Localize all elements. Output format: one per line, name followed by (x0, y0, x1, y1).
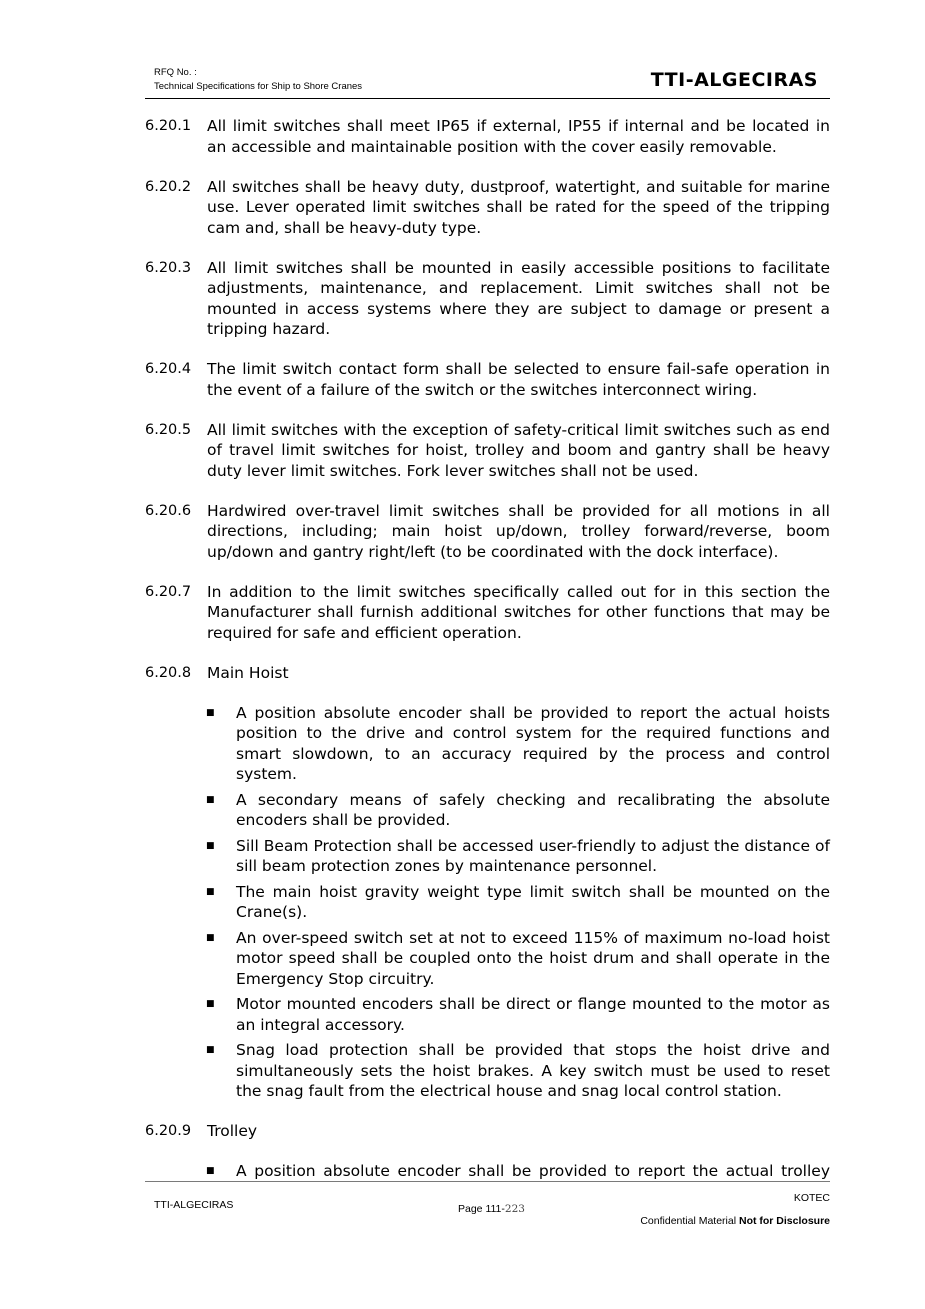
square-bullet-icon: ■ (206, 1045, 215, 1055)
list-item (145, 928, 830, 990)
bullet-text: Sill Beam Protection shall be accessed user-friendly to adjust the distance of sill beam protection zones by maintenance personnel. (236, 836, 830, 875)
bullet-text: Motor mounted encoders shall be direct or flange mounted to the motor as an integral accessory. (236, 995, 830, 1034)
document-title: TTI-ALGECIRAS (650, 69, 818, 91)
bullet-text: A position absolute encoder shall be provided to report the actual trolley (236, 1162, 830, 1180)
footer-company: KOTEC (793, 1192, 830, 1204)
clause-text: All limit switches shall meet IP65 if external, IP55 if internal and be located in an accessible and maintainable position with the cover easily removable. (207, 117, 830, 156)
clause-text: In addition to the limit switches specifically called out for in this section the Manufacturer shall furnish additional switches for other functions that may be required for safe and efficient operation. (207, 582, 830, 642)
clause-6-20-8 (145, 663, 830, 684)
page-body (145, 116, 830, 1201)
clause-number: 6.20.1 (145, 118, 192, 134)
document-subtitle: Technical Specifications for Ship to Shore Cranes (154, 81, 363, 92)
clause-number: 6.20.6 (145, 502, 192, 519)
trolley-bullet-list (145, 1161, 830, 1182)
bullet-text: A position absolute encoder shall be provided to report the actual hoists position to the drive and control system for the required functions and smart slowdown, to an accuracy required by the process and control system. (236, 703, 830, 783)
main-hoist-bullet-list (145, 703, 830, 1102)
clause-text: All limit switches shall be mounted in easily accessible positions to facilitate adjustments, maintenance, and replacement. Limit switches shall not be mounted in access systems where they are subject to damage or present a tripping hazard. (207, 258, 830, 338)
section-heading-main-hoist: Main Hoist (207, 663, 289, 682)
page-footer (145, 1181, 830, 1227)
clause-number: 6.20.9 (145, 1123, 192, 1139)
list-item (145, 1040, 830, 1102)
clause-number: 6.20.4 (145, 361, 192, 377)
square-bullet-icon: ■ (206, 999, 215, 1009)
confidential-label: Confidential Material (640, 1215, 737, 1227)
clause-6-20-9 (145, 1121, 830, 1142)
clause-text: The limit switch contact form shall be selected to ensure fail-safe operation in the event of a failure of the switch or the switches interconnect wiring. (207, 360, 830, 399)
clause-6-20-1 (145, 116, 830, 157)
footer-project-name: TTI-ALGECIRAS (154, 1199, 234, 1211)
clause-6-20-4 (145, 359, 830, 400)
clause-number: 6.20.3 (145, 259, 192, 276)
page-total: 223 (504, 1203, 525, 1215)
clause-number: 6.20.2 (145, 178, 192, 195)
clause-text: All switches shall be heavy duty, dustproof, watertight, and suitable for marine use. Lever operated limit switches shall be rated for the speed of the tripping cam and, shall be heavy-duty type. (207, 177, 830, 237)
square-bullet-icon: ■ (206, 886, 215, 897)
section-heading-trolley: Trolley (207, 1122, 258, 1140)
confidentiality-notice (640, 1215, 830, 1227)
square-bullet-icon: ■ (206, 840, 215, 851)
bullet-text: An over-speed switch set at not to exceed 115% of maximum no-load hoist motor speed shall be coupled onto the hoist drum and shall operate in the Emergency Stop circuitry. (236, 928, 830, 988)
clause-6-20-6 (145, 501, 830, 563)
square-bullet-icon: ■ (206, 932, 215, 943)
list-item (145, 790, 830, 831)
page-prefix: Page 111- (458, 1203, 505, 1215)
clause-6-20-2 (145, 177, 830, 239)
page-header (145, 62, 830, 99)
bullet-text: Snag load protection shall be provided that stops the hoist drive and simultaneously sets the hoist brakes. A key switch must be used to reset the snag fault from the electrical house and snag local control station. (236, 1041, 830, 1100)
bullet-text: The main hoist gravity weight type limit switch shall be mounted on the Crane(s). (236, 882, 830, 921)
list-item (145, 882, 830, 923)
list-item (145, 703, 830, 785)
list-item (145, 836, 830, 877)
clause-text: All limit switches with the exception of safety-critical limit switches such as end of travel limit switches for hoist, trolley and boom and gantry shall be heavy duty lever limit switches. Fork lever switches shall not be used. (207, 420, 830, 480)
clause-6-20-7 (145, 582, 830, 644)
square-bullet-icon: ■ (206, 794, 215, 805)
rfq-label: RFQ No. : (154, 67, 197, 78)
clause-number: 6.20.8 (145, 664, 192, 681)
clause-6-20-5 (145, 420, 830, 482)
list-item (145, 994, 830, 1035)
bullet-text: A secondary means of safely checking and recalibrating the absolute encoders shall be provided. (236, 790, 830, 829)
list-item (145, 1161, 830, 1182)
clause-6-20-3 (145, 258, 830, 340)
clause-number: 6.20.7 (145, 583, 192, 600)
page-number (458, 1203, 525, 1215)
square-bullet-icon: ■ (206, 1166, 215, 1176)
square-bullet-icon: ■ (206, 707, 215, 718)
clause-text: Hardwired over-travel limit switches shall be provided for all motions in all directions, including; main hoist up/down, trolley forward/reverse, boom up/down and gantry right/left (to be coordinated with the dock interface). (207, 501, 830, 561)
clause-number: 6.20.5 (145, 421, 192, 438)
not-for-disclosure-label: Not for Disclosure (738, 1215, 830, 1227)
